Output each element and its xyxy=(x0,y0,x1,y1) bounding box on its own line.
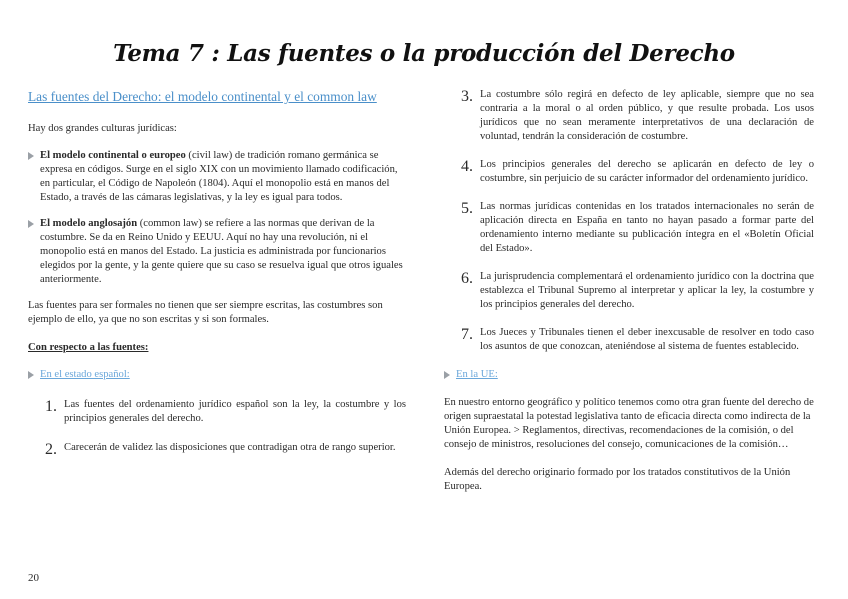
left-column xyxy=(28,88,406,470)
bullet-continental-text: El modelo continental o europeo (civil law) de tradición romano germánica se expresa en códigos. Surge en el siglo XIX con un movimiento llamado codificación, en particular, el Código de Napoleón (1804). Aquí el monopolio está en manos del Estado, a través de las cámaras legislativas, y la ley es igual para todos. xyxy=(40,150,398,203)
bullet-continental xyxy=(28,149,406,205)
section-heading: Las fuentes del Derecho: el modelo continental y el common law xyxy=(28,89,377,104)
page-title: Tema 7 : Las fuentes o la producción del Derecho xyxy=(113,40,735,67)
formal-paragraph: Las fuentes para ser formales no tienen que ser siempre escritas, las costumbres son ejemplo de ello, ya que no son escritas y si son formales. xyxy=(28,300,383,325)
ue-paragraph: En nuestro entorno geográfico y político tenemos como otra gran fuente del derecho de origen supraestatal la potestad legislativa tanto de eficacia directa como indirecta de la Unión Europea. > Reglamentos, directivas, recomendaciones de la comisión, o del consejo de ministros, resoluciones del consejo, comunicaciones de la comisión… xyxy=(444,397,814,450)
list-item: 2. Carecerán de validez las disposiciones que contradigan otra de rango superior. xyxy=(45,441,396,458)
list-item: 3. La costumbre sólo regirá en defecto de ley aplicable, siempre que no sea contraria a la moral o al orden público, y que resulte probada. Los usos jurídicos que no sean meramente interpretativos de una declaración de voluntad, tendrán la consideración de costumbre. xyxy=(461,88,814,142)
bullet-triangle-icon xyxy=(28,152,34,160)
respecto-heading: Con respecto a las fuentes: xyxy=(28,342,149,353)
list-item: 4. Los principios generales del derecho se aplicarán en defecto de ley o costumbre, sin perjuicio de su carácter informador del ordenamiento jurídico. xyxy=(461,158,814,184)
subsection-spain-link[interactable]: En el estado español: xyxy=(40,369,130,380)
subsection-ue xyxy=(444,368,814,382)
bullet-triangle-icon xyxy=(28,371,34,379)
list-item: 1. Las fuentes del ordenamiento jurídico español son la ley, la costumbre y los principios generales del derecho. xyxy=(45,398,406,424)
list-item: 7. Los Jueces y Tribunales tienen el deber inexcusable de resolver en todo caso los asuntos de que conozcan, ateniéndose al sistema de fuentes establecido. xyxy=(461,326,814,352)
page-number: 20 xyxy=(28,572,39,584)
subsection-ue-link[interactable]: En la UE: xyxy=(456,369,498,380)
subsection-spain xyxy=(28,368,406,382)
bullet-triangle-icon xyxy=(444,371,450,379)
ue-paragraph-2: Además del derecho originario formado por los tratados constitutivos de la Unión Europea. xyxy=(444,467,791,492)
bullet-triangle-icon xyxy=(28,220,34,228)
list-item: 6. La jurisprudencia complementará el ordenamiento jurídico con la doctrina que establezca el Tribunal Supremo al interpretar y aplicar la ley, la costumbre y los principios generales del derecho. xyxy=(461,270,814,310)
intro-text: Hay dos grandes culturas jurídicas: xyxy=(28,123,177,134)
list-item: 5. Las normas jurídicas contenidas en los tratados internacionales no serán de aplicación directa en España en tanto no hayan pasado a formar parte del ordenamiento interno mediante su publicación íntegra en el «Boletín Oficial del Estado». xyxy=(461,200,814,254)
bullet-anglosajon-text: El modelo anglosajón (common law) se refiere a las normas que derivan de la costumbre. Se da en Reino Unido y EEUU. Aquí no hay una revolución, ni el monopolio está en manos del Estado. La justicia es administrada por funcionarios elegidos por la gente, y la gente quiere que su caso se resuelva igual que otros iguales anteriormente. xyxy=(40,218,403,285)
bullet-anglosajon xyxy=(28,217,406,287)
right-column xyxy=(444,88,814,494)
